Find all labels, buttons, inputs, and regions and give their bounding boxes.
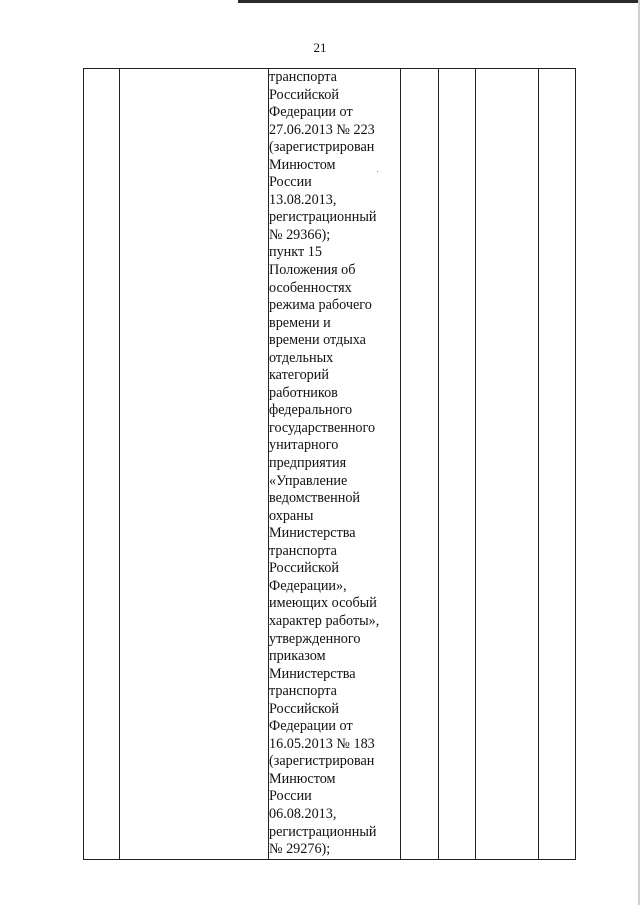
text-line: «Управление [269,472,348,489]
text-line: времени и [269,314,331,331]
text-line: транспорта [269,542,337,559]
text-line: Федерации от [269,104,353,121]
scan-edge-top [238,0,640,3]
text-line: утвержденного [269,630,361,647]
text-line: 27.06.2013 № 223 [269,121,375,138]
text-line: категорий [269,367,329,384]
text-line: России [269,174,312,191]
text-line: Министерства [269,665,356,682]
text-line: Минюстом [269,770,336,787]
text-line: № 29366); [269,226,331,243]
text-line: охраны [269,507,314,524]
text-line: Федерации от [269,718,353,735]
table-cell-col-2 [120,69,269,860]
text-line: приказом [269,648,326,665]
text-line: (зарегистрирован [269,753,375,770]
text-line: федерального [269,402,353,419]
text-line: имеющих особый [269,595,377,612]
text-line: Федерации», [269,577,347,594]
text-line: (зарегистрирован [269,139,375,156]
page-number: 21 [313,40,327,55]
table-cell-legal-basis [269,69,401,860]
text-line: отдельных [269,349,334,366]
text-line: Российской [269,86,339,103]
text-line: режима рабочего [269,297,372,314]
table-cell-col-4 [401,69,439,860]
text-line: пункт 15 [269,244,322,261]
text-line: характер работы», [269,612,380,629]
text-line: России [269,788,312,805]
table-cell-col-1 [84,69,120,860]
text-line: Положения об [269,262,356,279]
text-line: предприятия [269,455,347,472]
text-line: транспорта [269,69,337,85]
table-row [84,69,576,860]
text-line: регистрационный [269,209,377,226]
text-line: Министерства [269,525,356,542]
table-cell-col-5 [439,69,476,860]
legal-basis-text [269,69,400,859]
text-line: ведомственной [269,490,361,507]
text-line: 13.08.2013, [269,191,337,208]
text-line: работников [269,384,338,401]
text-line: времени отдыха [269,332,366,349]
table-cell-col-6 [476,69,539,860]
text-line: Минюстом [269,156,336,173]
table-cell-col-7 [539,69,576,860]
text-line: № 29276); [269,841,331,858]
scan-speck [377,171,378,172]
text-line: Российской [269,700,339,717]
document-table [83,68,576,860]
text-line: 06.08.2013, [269,805,337,822]
text-line: транспорта [269,683,337,700]
text-line: государственного [269,419,376,436]
text-line: 16.05.2013 № 183 [269,735,375,752]
text-line: унитарного [269,437,339,454]
text-line: особенностях [269,279,352,296]
text-line: регистрационный [269,823,377,840]
text-line: Российской [269,560,339,577]
